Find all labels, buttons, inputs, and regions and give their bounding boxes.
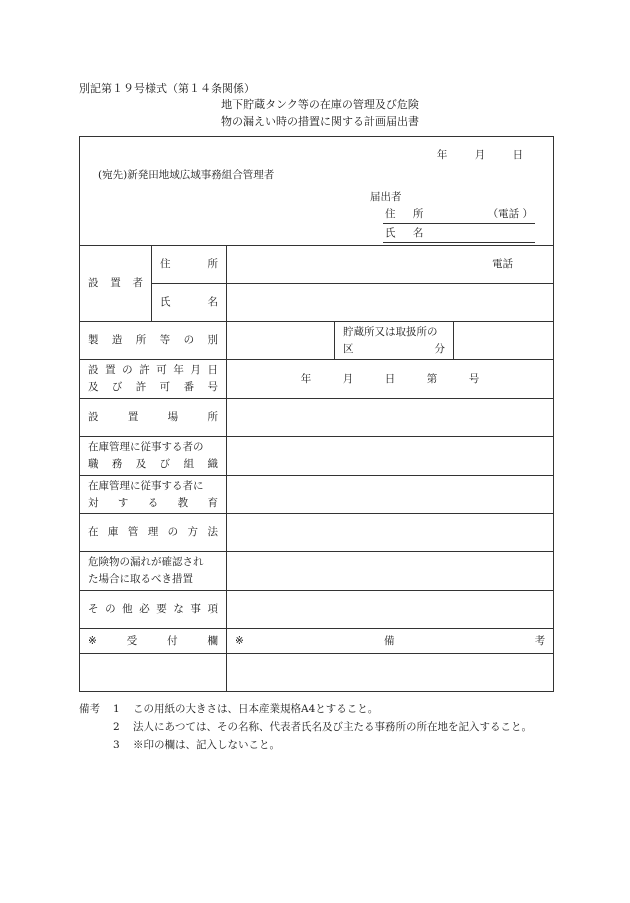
permit-month-label: 月 xyxy=(342,372,354,385)
notes-section xyxy=(79,700,555,754)
note-text: 法人にあつては、その名称、代表者氏名及び主たる事務所の所在地を記入すること。 xyxy=(133,721,532,733)
filer-name-label: 氏 名 xyxy=(385,227,431,239)
staff-edu-field[interactable] xyxy=(227,476,554,514)
permit-label-cell xyxy=(80,360,227,399)
leak-measures-label-cell xyxy=(80,552,227,591)
reception-header: ※ 受 付 欄 xyxy=(88,634,218,647)
reception-field xyxy=(80,654,227,692)
method-field[interactable] xyxy=(227,514,554,552)
installer-name-field[interactable] xyxy=(227,284,554,322)
leak-measures-label-1: 危険物の漏れが確認され xyxy=(88,556,204,568)
notes-heading: 備考 xyxy=(79,703,100,715)
permit-year-label: 年 xyxy=(300,372,312,385)
note-text: この用紙の大きさは、日本産業規格A4とすること。 xyxy=(133,703,379,715)
leak-measures-field[interactable] xyxy=(227,552,554,591)
note-number: 2 xyxy=(113,721,120,733)
month-label: 月 xyxy=(474,149,486,161)
storage-class-label-2: 区 分 xyxy=(343,342,445,355)
permit-label-1: 設 置 の 許 可 年 月 日 xyxy=(88,364,218,376)
form-title-line1: 地下貯蔵タンク等の在庫の管理及び危険 xyxy=(221,98,419,111)
note-number: 3 xyxy=(113,739,120,751)
other-matters-label-cell xyxy=(80,591,227,629)
filer-address-label: 住 所 xyxy=(385,208,431,220)
staff-edu-label-2: 対 す る 教 育 xyxy=(88,496,218,509)
filer-address-field[interactable] xyxy=(383,206,535,224)
reception-header-cell xyxy=(80,629,227,654)
storage-class-label-cell xyxy=(335,322,454,360)
date-fields[interactable] xyxy=(413,147,523,164)
installer-name-label-cell xyxy=(152,284,227,322)
staff-org-label-2: 職 務 及 び 組 織 xyxy=(88,458,218,470)
header-section xyxy=(80,137,554,246)
filer-phone-label: （電話 ） xyxy=(487,208,533,220)
remarks-header: ※ 備 考 xyxy=(235,634,546,647)
facility-type-label: 製 造 所 等 の 別 xyxy=(88,334,218,346)
notification-form-table xyxy=(79,136,554,692)
facility-type-label-cell xyxy=(80,322,227,360)
permit-day-label: 日 xyxy=(384,372,396,385)
other-matters-field[interactable] xyxy=(227,591,554,629)
staff-org-field[interactable] xyxy=(227,437,554,476)
filer-label: 届出者 xyxy=(370,191,402,203)
permit-number-suffix: 号 xyxy=(468,372,480,385)
note-number: 1 xyxy=(113,703,120,715)
storage-class-label-1: 貯蔵所又は取扱所の xyxy=(343,325,438,338)
staff-edu-label-cell xyxy=(80,476,227,514)
installer-label-cell xyxy=(80,246,152,322)
filer-name-field[interactable] xyxy=(383,225,535,243)
form-title-line2: 物の漏えい時の措置に関する計画届出書 xyxy=(221,115,419,128)
permit-number-prefix: 第 xyxy=(426,372,438,385)
staff-org-label-1: 在庫管理に従事する者の xyxy=(88,441,204,453)
addressee: (宛先)新発田地域広域事務組合管理者 xyxy=(98,169,275,181)
leak-measures-label-2: た場合に取るべき措置 xyxy=(88,573,193,585)
year-label: 年 xyxy=(436,149,448,161)
installer-address-label-cell xyxy=(152,246,227,284)
installer-address-label: 住 所 xyxy=(160,258,218,270)
installer-label: 設 置 者 xyxy=(88,277,143,289)
location-label-cell xyxy=(80,399,227,437)
storage-class-field[interactable] xyxy=(454,322,554,360)
permit-label-2: 及 び 許 可 番 号 xyxy=(88,381,218,393)
permit-field[interactable] xyxy=(227,360,554,399)
note-item-2 xyxy=(79,718,555,736)
installer-name-label: 氏 名 xyxy=(160,296,218,308)
installer-phone-label: 電話 xyxy=(492,258,514,270)
note-item-3 xyxy=(79,736,555,754)
facility-type-field[interactable] xyxy=(227,322,335,360)
installer-address-field[interactable] xyxy=(227,246,554,284)
form-number: 別記第１９号様式（第１４条関係） xyxy=(79,82,255,95)
day-label: 日 xyxy=(512,149,524,161)
staff-edu-label-1: 在庫管理に従事する者に xyxy=(88,479,204,492)
staff-org-label-cell xyxy=(80,437,227,476)
note-item-1 xyxy=(79,700,555,718)
method-label: 在 庫 管 理 の 方 法 xyxy=(88,526,218,538)
method-label-cell xyxy=(80,514,227,552)
location-field[interactable] xyxy=(227,399,554,437)
note-text: ※印の欄は、記入しないこと。 xyxy=(133,739,280,751)
location-label: 設 置 場 所 xyxy=(88,411,218,423)
remarks-field xyxy=(227,654,554,692)
other-matters-label: そ の 他 必 要 な 事 項 xyxy=(88,603,218,615)
remarks-header-cell xyxy=(227,629,554,654)
